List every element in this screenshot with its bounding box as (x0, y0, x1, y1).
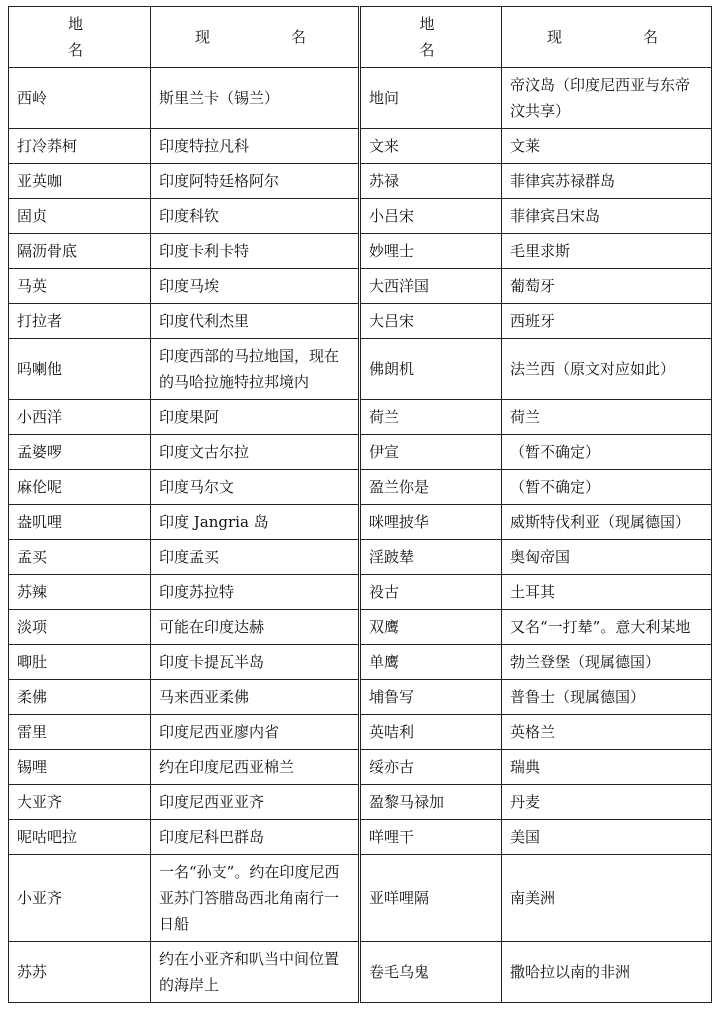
cell-old-name-right: 荷兰 (360, 400, 502, 435)
cell-modern-name-right: （暂不确定） (502, 470, 712, 505)
cell-old-name-left: 亚英咖 (9, 164, 151, 199)
cell-old-name-left: 盎叽哩 (9, 505, 151, 540)
cell-old-name-right: 咪哩披华 (360, 505, 502, 540)
table-row (9, 942, 712, 1003)
cell-old-name-right: 小吕宋 (360, 199, 502, 234)
cell-modern-name-right: 西班牙 (502, 304, 712, 339)
table-row (9, 505, 712, 540)
cell-modern-name-left: 印度马尔文 (151, 470, 360, 505)
table-row (9, 199, 712, 234)
cell-old-name-right: 佛朗机 (360, 339, 502, 400)
cell-modern-name-left: 可能在印度达赫 (151, 610, 360, 645)
cell-modern-name-right: 帝汶岛（印度尼西亚与东帝汶共享） (502, 68, 712, 129)
cell-old-name-right: 大吕宋 (360, 304, 502, 339)
table-body (9, 68, 712, 1003)
table-row (9, 715, 712, 750)
table-row (9, 540, 712, 575)
table-row (9, 785, 712, 820)
place-name-table (8, 6, 712, 1003)
cell-modern-name-left: 印度文古尔拉 (151, 435, 360, 470)
header-old-name-right: 地 名 (360, 7, 502, 68)
cell-old-name-right: 大西洋国 (360, 269, 502, 304)
table-row (9, 269, 712, 304)
cell-modern-name-left: 印度尼西亚廖内省 (151, 715, 360, 750)
table-row (9, 339, 712, 400)
table-row (9, 645, 712, 680)
cell-old-name-right: 淫跛辇 (360, 540, 502, 575)
cell-old-name-right: 单鹰 (360, 645, 502, 680)
cell-old-name-right: 伊宣 (360, 435, 502, 470)
cell-old-name-right: 双鹰 (360, 610, 502, 645)
cell-old-name-left: 柔佛 (9, 680, 151, 715)
cell-modern-name-right: 毛里求斯 (502, 234, 712, 269)
cell-old-name-left: 雷里 (9, 715, 151, 750)
cell-old-name-right: 盈兰你是 (360, 470, 502, 505)
table-row (9, 750, 712, 785)
cell-old-name-left: 孟婆啰 (9, 435, 151, 470)
cell-modern-name-right: 土耳其 (502, 575, 712, 610)
cell-old-name-right: 地问 (360, 68, 502, 129)
table-row (9, 855, 712, 942)
cell-modern-name-left: 约在小亚齐和叭当中间位置的海岸上 (151, 942, 360, 1003)
cell-modern-name-left: 印度苏拉特 (151, 575, 360, 610)
table-header (9, 7, 712, 68)
cell-modern-name-right: 美国 (502, 820, 712, 855)
cell-old-name-left: 打拉者 (9, 304, 151, 339)
cell-old-name-right: 英咭利 (360, 715, 502, 750)
cell-modern-name-left: 印度代利杰里 (151, 304, 360, 339)
cell-old-name-left: 大亚齐 (9, 785, 151, 820)
cell-modern-name-left: 印度西部的马拉地国，现在的马哈拉施特拉邦境内 (151, 339, 360, 400)
cell-modern-name-right: 瑞典 (502, 750, 712, 785)
cell-old-name-right: 卷毛乌鬼 (360, 942, 502, 1003)
cell-old-name-left: 西岭 (9, 68, 151, 129)
cell-modern-name-right: 菲律宾吕宋岛 (502, 199, 712, 234)
cell-modern-name-right: 奥匈帝国 (502, 540, 712, 575)
cell-modern-name-left: 一名“孙支”。约在印度尼西亚苏门答腊岛西北角南行一日船 (151, 855, 360, 942)
cell-modern-name-right: 英格兰 (502, 715, 712, 750)
header-modern-name-right: 现 名 (502, 7, 712, 68)
cell-old-name-right: 埔鲁写 (360, 680, 502, 715)
cell-modern-name-right: 南美洲 (502, 855, 712, 942)
cell-modern-name-left: 印度孟买 (151, 540, 360, 575)
cell-old-name-left: 呢咕吧拉 (9, 820, 151, 855)
table-row (9, 435, 712, 470)
cell-old-name-right: 咩哩干 (360, 820, 502, 855)
table-row (9, 129, 712, 164)
cell-modern-name-right: 撒哈拉以南的非洲 (502, 942, 712, 1003)
cell-modern-name-left: 印度马埃 (151, 269, 360, 304)
cell-old-name-right: 妙哩士 (360, 234, 502, 269)
cell-old-name-left: 固贞 (9, 199, 151, 234)
cell-modern-name-right: 普鲁士（现属德国） (502, 680, 712, 715)
header-old-name-left: 地 名 (9, 7, 151, 68)
cell-old-name-right: 亚咩哩隔 (360, 855, 502, 942)
table-row (9, 610, 712, 645)
cell-modern-name-right: 荷兰 (502, 400, 712, 435)
cell-modern-name-left: 马来西亚柔佛 (151, 680, 360, 715)
cell-old-name-right: 文来 (360, 129, 502, 164)
cell-modern-name-right: 威斯特伐利亚（现属德国） (502, 505, 712, 540)
cell-old-name-left: 小亚齐 (9, 855, 151, 942)
cell-modern-name-left: 印度卡利卡特 (151, 234, 360, 269)
cell-old-name-left: 马英 (9, 269, 151, 304)
table-row (9, 470, 712, 505)
cell-modern-name-right: 勃兰登堡（现属德国） (502, 645, 712, 680)
cell-old-name-left: 小西洋 (9, 400, 151, 435)
cell-old-name-right: 盈黎马禄加 (360, 785, 502, 820)
table-row (9, 68, 712, 129)
cell-modern-name-right: 葡萄牙 (502, 269, 712, 304)
cell-old-name-right: 绥亦古 (360, 750, 502, 785)
place-name-table-container (8, 6, 711, 1003)
cell-old-name-left: 隔沥骨底 (9, 234, 151, 269)
cell-old-name-left: 打冷莽柯 (9, 129, 151, 164)
cell-modern-name-right: 文莱 (502, 129, 712, 164)
header-row (9, 7, 712, 68)
cell-old-name-left: 麻伦呢 (9, 470, 151, 505)
cell-modern-name-left: 印度尼西亚亚齐 (151, 785, 360, 820)
cell-old-name-right: 苏禄 (360, 164, 502, 199)
table-row (9, 575, 712, 610)
cell-modern-name-right: 菲律宾苏禄群岛 (502, 164, 712, 199)
table-row (9, 164, 712, 199)
cell-modern-name-right: （暂不确定） (502, 435, 712, 470)
cell-modern-name-left: 印度果阿 (151, 400, 360, 435)
table-row (9, 680, 712, 715)
cell-modern-name-left: 印度科钦 (151, 199, 360, 234)
cell-modern-name-right: 丹麦 (502, 785, 712, 820)
cell-old-name-right: 祋古 (360, 575, 502, 610)
cell-old-name-left: 锡哩 (9, 750, 151, 785)
cell-old-name-left: 淡项 (9, 610, 151, 645)
cell-old-name-left: 苏辣 (9, 575, 151, 610)
cell-old-name-left: 唧肚 (9, 645, 151, 680)
cell-old-name-left: 吗喇他 (9, 339, 151, 400)
table-row (9, 234, 712, 269)
cell-old-name-left: 苏苏 (9, 942, 151, 1003)
cell-modern-name-left: 印度阿特廷格阿尔 (151, 164, 360, 199)
cell-modern-name-left: 印度 Jangria 岛 (151, 505, 360, 540)
table-row (9, 304, 712, 339)
cell-modern-name-right: 法兰西（原文对应如此） (502, 339, 712, 400)
cell-modern-name-left: 印度特拉凡科 (151, 129, 360, 164)
cell-modern-name-left: 印度尼科巴群岛 (151, 820, 360, 855)
cell-modern-name-left: 斯里兰卡（锡兰） (151, 68, 360, 129)
header-modern-name-left: 现 名 (151, 7, 360, 68)
cell-modern-name-right: 又名“一打辇”。意大利某地 (502, 610, 712, 645)
cell-modern-name-left: 约在印度尼西亚棉兰 (151, 750, 360, 785)
table-row (9, 400, 712, 435)
cell-old-name-left: 孟买 (9, 540, 151, 575)
table-row (9, 820, 712, 855)
cell-modern-name-left: 印度卡提瓦半岛 (151, 645, 360, 680)
